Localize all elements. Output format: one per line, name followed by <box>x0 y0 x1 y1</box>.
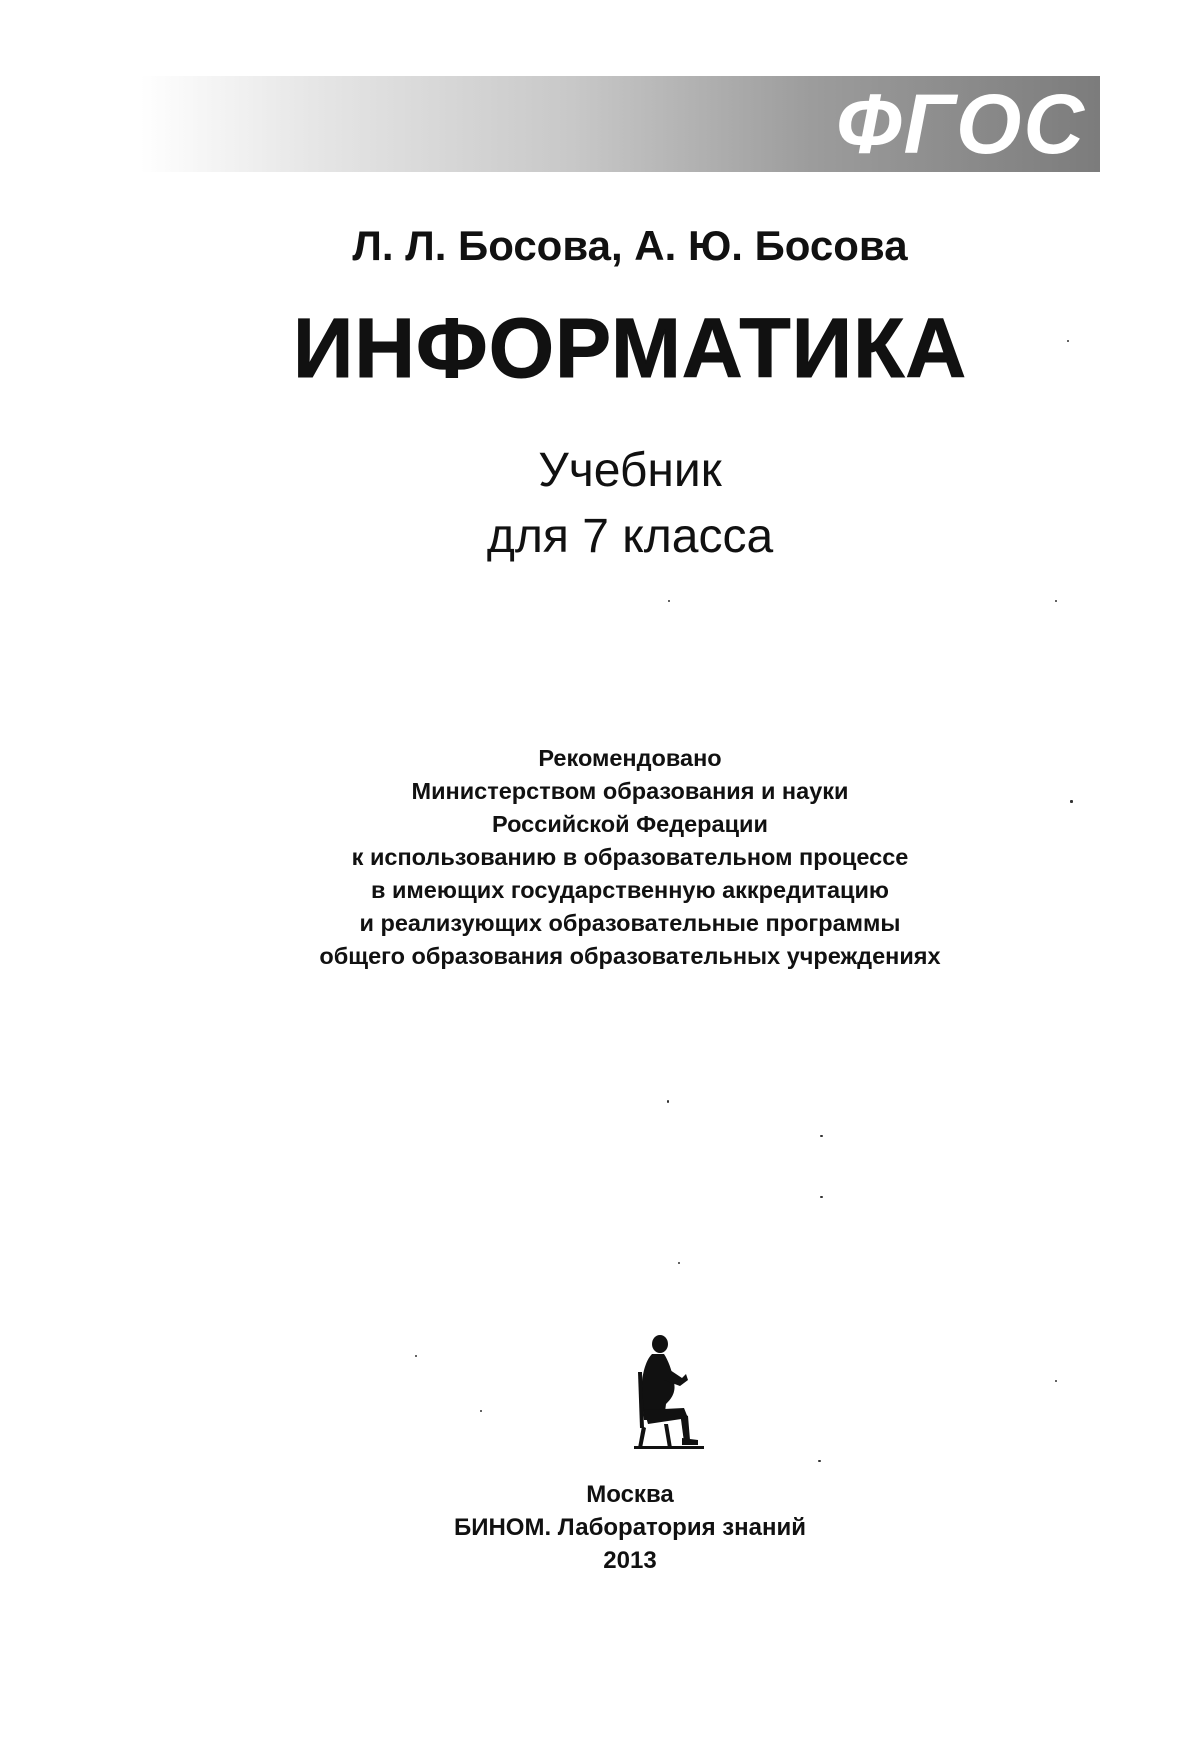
scan-speck <box>1055 1380 1057 1382</box>
scan-speck <box>820 1135 823 1137</box>
scan-speck <box>415 1355 417 1357</box>
scan-speck <box>667 1100 669 1103</box>
publisher-name: БИНОМ. Лаборатория знаний <box>453 1514 807 1541</box>
book-subtitle <box>0 438 1200 570</box>
scan-speck <box>668 600 670 602</box>
recommendation-line: общего образования образовательных учреждениях <box>319 943 941 969</box>
scan-speck <box>678 1262 680 1264</box>
book-authors: Л. Л. Босова, А. Ю. Босова <box>352 222 908 269</box>
recommendation-line: Российской Федерации <box>492 811 768 837</box>
publisher-city: Москва <box>586 1481 674 1508</box>
scan-speck <box>1070 800 1073 803</box>
recommendation-block <box>0 742 1200 973</box>
fgos-banner <box>140 76 1100 172</box>
subtitle-line: для 7 класса <box>486 510 774 563</box>
subtitle-line: Учебник <box>538 444 722 497</box>
recommendation-line: Рекомендовано <box>538 745 722 771</box>
recommendation-line: Министерством образования и науки <box>411 778 849 804</box>
recommendation-line: к использованию в образовательном процессе <box>351 844 909 870</box>
recommendation-line: и реализующих образовательные программы <box>359 910 901 936</box>
fgos-badge: ФГОС <box>835 76 1086 171</box>
publication-year: 2013 <box>603 1547 657 1574</box>
recommendation-line: в имеющих государственную аккредитацию <box>371 877 889 903</box>
scan-speck <box>820 1196 823 1198</box>
seated-reader-silhouette-icon <box>630 1332 714 1450</box>
publisher-imprint <box>0 1478 1200 1577</box>
scan-speck <box>480 1410 482 1412</box>
scan-speck <box>818 1460 821 1462</box>
book-title: ИНФОРМАТИКА <box>292 301 968 395</box>
scan-speck <box>1067 340 1069 342</box>
scan-speck <box>1055 600 1057 602</box>
